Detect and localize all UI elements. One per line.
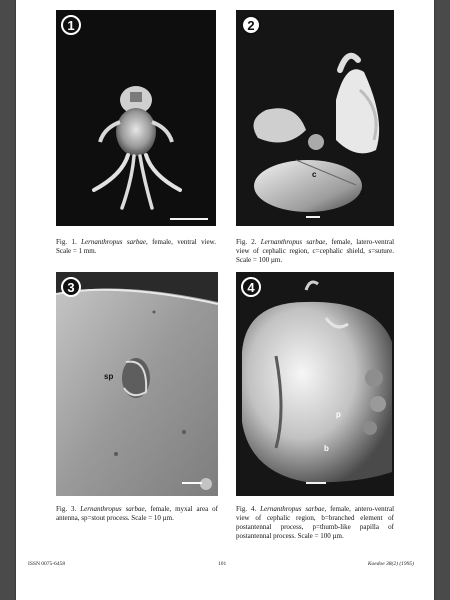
- label-s: s: [360, 188, 365, 197]
- figure-number-badge: 1: [61, 15, 81, 35]
- figure-number-badge: 3: [61, 277, 81, 297]
- label-sp: sp: [104, 372, 114, 381]
- figure-2-micrograph: [236, 10, 394, 226]
- scale-bar: [170, 218, 208, 220]
- figure-1-caption: Fig. 1. Lernanthropus sarbae, female, ventral view. Scale = 1 mm.: [56, 238, 216, 255]
- scale-bar: [182, 482, 202, 484]
- figure-number-badge: 4: [241, 277, 261, 297]
- figure-1-micrograph: [56, 10, 216, 226]
- figure-2-caption: Fig. 2. Lernanthropus sarbae, female, latero-ventral view of cephalic region, c=cephalic shield, s=suture. Scale = 100 µm.: [236, 238, 395, 264]
- document-page: [16, 0, 434, 600]
- figure-3-caption: Fig. 3. Lernanthropus sarbae, female, myxal area of antenna, sp=stout process. Scale = 10 µm.: [56, 505, 218, 522]
- figure-3-micrograph: [56, 272, 218, 496]
- scale-bar: [306, 216, 320, 218]
- scale-bar: [306, 482, 326, 484]
- figure-1-plate: [56, 10, 216, 226]
- figure-2-plate: [236, 10, 394, 226]
- figure-number-badge: 2: [241, 15, 261, 35]
- figure-3-plate: [56, 272, 218, 496]
- footer-issn: ISSN 0075-6458: [28, 561, 66, 567]
- figure-4-caption: Fig. 4. Lernanthropus sarbae, female, antero-ventral view of cephalic region, b=branched element of postantennal process, p=thumb-like papilla of postantennal process. Scale = 100 µm.: [236, 505, 395, 540]
- footer-journal: Koedoe 38(2) (1995): [367, 561, 414, 567]
- figure-4-plate: [236, 272, 394, 496]
- label-b: b: [324, 444, 329, 453]
- label-c: c: [312, 170, 317, 179]
- footer-page-number: 101: [218, 561, 227, 567]
- figure-4-micrograph: [236, 272, 394, 496]
- label-p: p: [336, 410, 341, 419]
